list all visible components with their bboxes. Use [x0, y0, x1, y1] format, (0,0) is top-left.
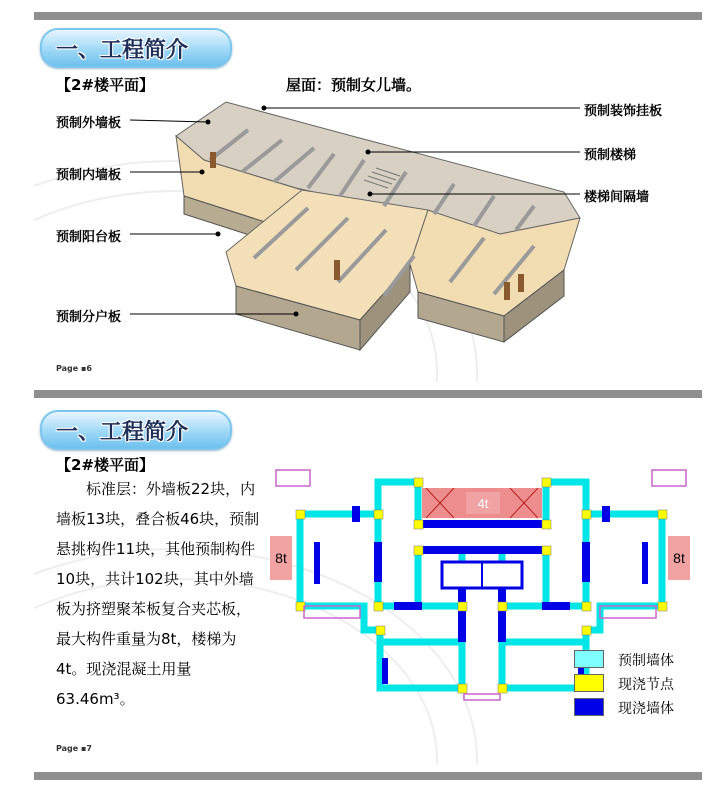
legend-label: 预制墙体 [618, 653, 674, 669]
top-divider [34, 12, 702, 20]
building-title: 【2#楼平面】 [56, 456, 155, 474]
label-exterior-wall: 预制外墙板 [56, 116, 122, 131]
weight-label: 8t [673, 550, 685, 566]
legend-label: 现浇节点 [618, 677, 674, 693]
legend-swatch [574, 698, 604, 716]
weight-label: 4t [477, 496, 489, 511]
bottom-divider [34, 772, 702, 780]
page-number: Page ▪7 [56, 744, 92, 753]
page-number: Page ▪6 [56, 364, 92, 373]
building-title: 【2#楼平面】 [56, 76, 155, 94]
slide-6 [34, 20, 702, 382]
banner-title: 一、工程简介 [56, 38, 189, 63]
label-stair: 预制楼梯 [584, 148, 637, 163]
label-balcony-slab: 预制阳台板 [56, 230, 122, 245]
roof-note: 屋面：预制女儿墙。 [286, 76, 422, 94]
legend-swatch [574, 674, 604, 692]
label-interior-wall: 预制内墙板 [56, 168, 122, 183]
legend-label: 现浇墙体 [618, 701, 674, 717]
section-banner [40, 410, 232, 450]
slide-7 [34, 398, 702, 764]
label-decorative-panel: 预制装饰挂板 [584, 104, 663, 119]
description-text: 标准层：外墙板22块，内墙板13块，叠合板46块，预制悬挑构件11块，其他预制构件10块，共计102块，其中外墙板为挤塑聚苯板复合夹芯板，最大构件重量为8t，楼梯为4t。现浇混凝土用量63.46m³。 [56, 480, 260, 708]
banner-title: 一、工程简介 [56, 420, 189, 445]
label-stairwell-wall: 楼梯间隔墙 [584, 190, 650, 205]
weight-label: 8t [275, 550, 287, 566]
label-unit-partition: 预制分户板 [56, 310, 122, 325]
middle-divider [34, 390, 702, 398]
legend-swatch [574, 650, 604, 668]
